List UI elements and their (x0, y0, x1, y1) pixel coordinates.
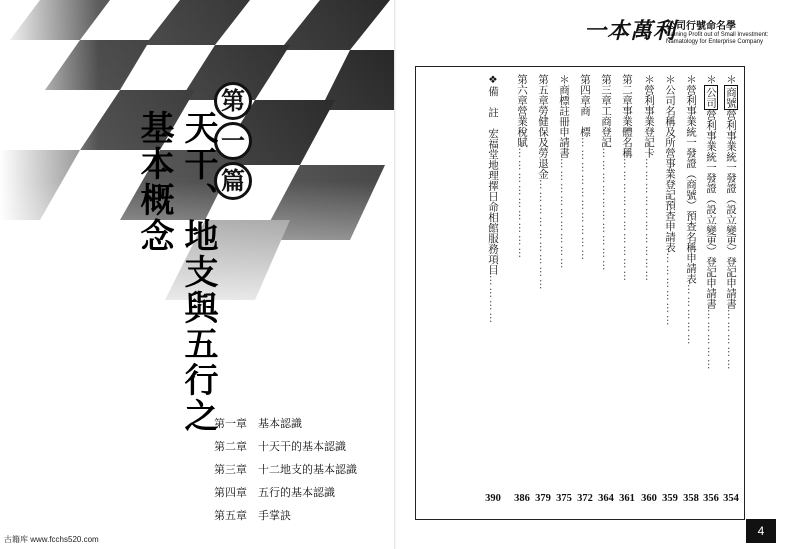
part-title: 天干、地支與五行之基本概念 (134, 110, 218, 434)
toc-text: 工商登記 (600, 105, 612, 148)
toc-text: 事業體名稱 (621, 105, 633, 158)
toc-leader: …………… (725, 309, 737, 372)
toc-page-number: 358 (683, 493, 699, 504)
toc-entry (616, 74, 638, 504)
toc-page-number: 364 (598, 493, 614, 504)
toc-prefix: 第三章 (600, 74, 612, 106)
toc-entry (595, 74, 617, 504)
toc-page-number: 375 (556, 493, 572, 504)
toc-prefix: 第二章 (621, 74, 633, 106)
toc-entry (511, 74, 533, 504)
toc-entry (680, 74, 702, 504)
toc-page-number: 361 (619, 493, 635, 504)
footer-website: 古籍库 www.fcchs520.com (4, 535, 99, 544)
toc-prefix: ＊ (685, 74, 697, 85)
toc-entry (574, 74, 596, 504)
toc-prefix: 第五章 (537, 74, 549, 106)
toc-prefix: ＊ (725, 74, 737, 85)
toc-text: 公司名稱及所營事業登記預查申請表 (664, 84, 676, 253)
toc-text: 營利事業統一發證（設立變更）登記申請書 (725, 109, 737, 309)
toc-page-number: 359 (662, 493, 678, 504)
toc-entry (720, 74, 742, 504)
chapter-title: 十二地支的基本認識 (258, 463, 357, 476)
toc-text: 商標註冊申請書 (558, 84, 570, 158)
badge-char: 第 (214, 82, 252, 120)
logo-english-line2: Namatology for Enterprise Company (666, 39, 764, 45)
toc-text: 勞健保及勞退金 (537, 105, 549, 179)
chapter-item (214, 435, 394, 458)
chapter-item (214, 458, 394, 481)
toc-leader: ……………… (664, 252, 676, 328)
toc-text: 營業稅賦 (516, 105, 528, 148)
toc-prefix: 第四章 (579, 74, 591, 106)
toc-leader: ……………………… (558, 158, 570, 271)
chapter-list (214, 412, 394, 527)
chapter-item (214, 481, 394, 504)
toc-leader: ………………………… (621, 158, 633, 283)
chapter-number: 第四章 (214, 486, 247, 499)
toc-text: 營利事業統一發證（商號）預查名稱申請表 (685, 84, 697, 284)
toc-prefix: 第六章 (516, 74, 528, 106)
toc-leader: ………………………… (600, 147, 612, 273)
page-number-tab: 4 (746, 519, 776, 543)
toc-page-number: 386 (514, 493, 530, 504)
toc-text: 商 標 (579, 105, 591, 137)
toc-leader: ………… (487, 275, 499, 325)
logo-english-line1: Gaining Profit out of Small Investment: (666, 32, 769, 38)
badge-char: 篇 (214, 162, 252, 200)
toc-boxed-label: 公司 (705, 86, 717, 108)
toc-boxed-label: 商號 (725, 86, 737, 108)
toc-prefix: ❖ (487, 74, 499, 86)
toc-text: 營利事業登記卡 (643, 84, 655, 158)
toc-leader: …………… (685, 284, 697, 347)
toc-page-number: 372 (577, 493, 593, 504)
logo-book-name: 公司行號命名學 (666, 21, 736, 32)
toc-entry (700, 74, 722, 504)
toc-entry (482, 74, 504, 504)
chapter-number: 第一章 (214, 417, 247, 430)
chapter-title: 十天干的基本認識 (258, 440, 346, 453)
toc-prefix: ＊ (558, 74, 570, 85)
chapter-title: 手掌訣 (258, 509, 291, 522)
toc-entry (638, 74, 660, 504)
toc-page-number: 390 (485, 493, 501, 504)
toc-prefix: ＊ (643, 74, 655, 85)
badge-char: 一 (214, 122, 252, 160)
toc-leader: ………………………… (579, 137, 591, 262)
toc-prefix: ＊ (705, 74, 717, 85)
book-logo (584, 14, 784, 54)
chapter-number: 第二章 (214, 440, 247, 453)
chapter-item (214, 504, 394, 527)
chapter-number: 第五章 (214, 509, 247, 522)
chapter-title: 五行的基本認識 (258, 486, 335, 499)
toc-page-number: 379 (535, 493, 551, 504)
toc-leader: …………… (705, 309, 717, 372)
toc-text: 備 註 宏福堂地理擇日命相館服務項目 (487, 86, 499, 275)
chapter-number: 第三章 (214, 463, 247, 476)
toc-entry (553, 74, 575, 504)
toc-entry (659, 74, 681, 504)
toc-entry (532, 74, 554, 504)
logo-calligraphy: 一本萬利 (584, 18, 677, 44)
chapter-title: 基本認識 (258, 417, 302, 430)
left-page (0, 0, 396, 549)
toc-page-number: 356 (703, 493, 719, 504)
toc-page-number: 360 (641, 493, 657, 504)
toc-prefix: ＊ (664, 74, 676, 85)
toc-leader: ……………………… (537, 179, 549, 292)
toc-page-number: 354 (723, 493, 739, 504)
toc-leader: ………………………… (643, 158, 655, 283)
chapter-item (214, 412, 394, 435)
toc-text: 營利事業統一發證（設立變更）登記申請書 (705, 109, 717, 309)
part-badge (214, 82, 254, 202)
toc-leader: ……………………… (516, 147, 528, 260)
